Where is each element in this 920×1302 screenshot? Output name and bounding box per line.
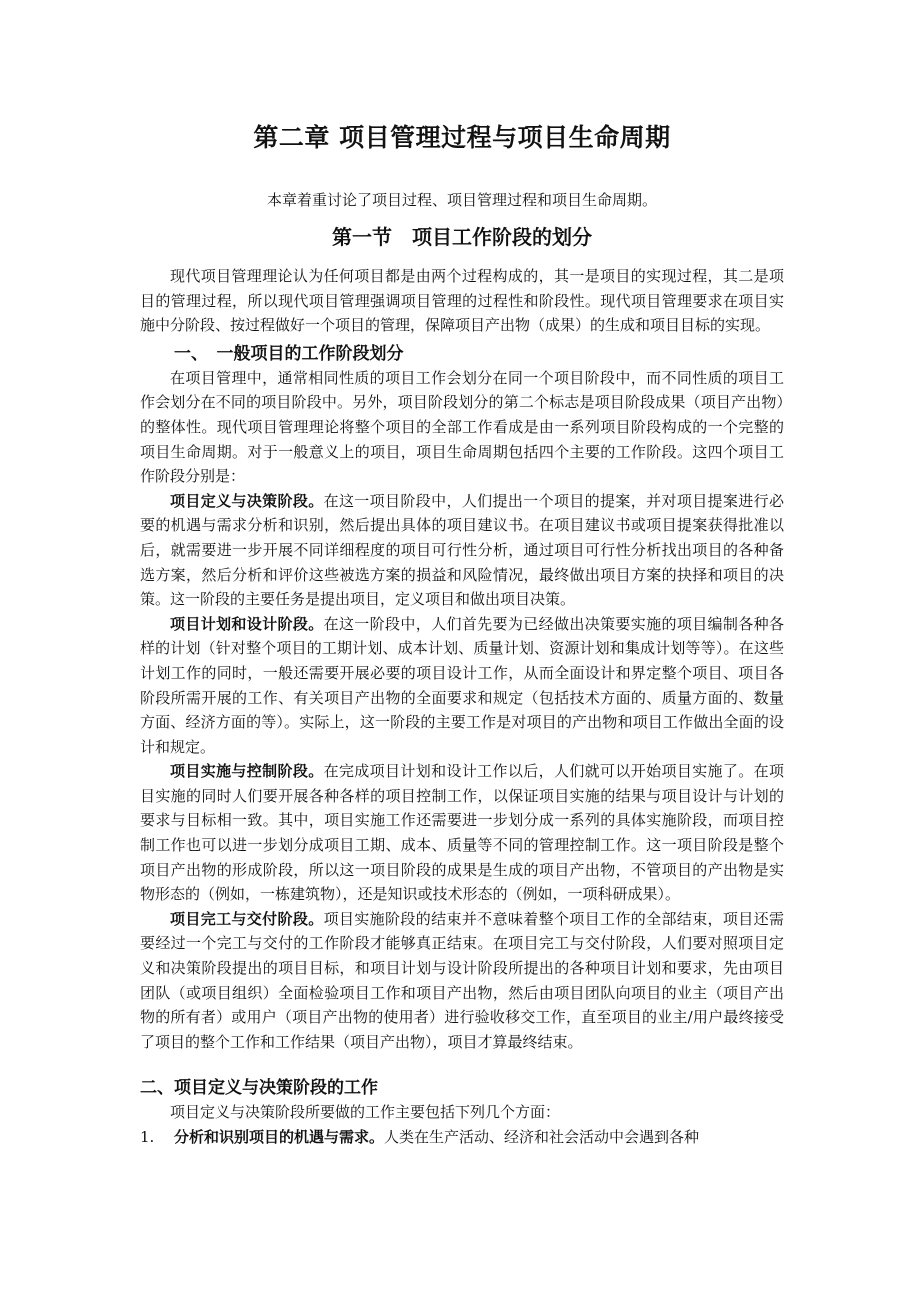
phase-paragraph-planning: [140, 612, 784, 760]
chapter-title: 第二章 项目管理过程与项目生命周期: [253, 123, 671, 152]
item-text: 人类在生产活动、经济和社会活动中会遇到各种: [384, 1128, 700, 1146]
document-body: [140, 118, 784, 1150]
section-intro-paragraph: 现代项目管理理论认为任何项目都是由两个过程构成的，其一是项目的实现过程，其二是项目的管理过程，所以现代项目管理强调项目管理的过程性和阶段性。现代项目管理要求在项目实施中分阶段、按过程做好一个项目的管理，保障项目产出物（成果）的生成和项目目标的实现。: [140, 267, 784, 335]
phase-text: 在这一项目阶段中，人们提出一个项目的提案，并对项目提案进行必要的机遇与需求分析和识别，然后提出具体的项目建议书。在项目建议书或项目提案获得批准以后，就需要进一步开展不同详细程度的项目可行性分析，通过项目可行性分析找出项目的各种备选方案，然后分析和评价这些被选方案的损益和风险情况，最终做出项目方案的抉择和项目的决策。这一阶段的主要任务是提出项目，定义项目和做出项目决策。: [140, 491, 784, 609]
numbered-item-1: [140, 1125, 784, 1150]
phase-title: 项目定义与决策阶段。: [170, 491, 324, 510]
section-heading: 第一节 项目工作阶段的划分: [332, 225, 592, 249]
phase-title: 项目实施与控制阶段。: [170, 762, 324, 781]
chapter-intro: 本章着重讨论了项目过程、项目管理过程和项目生命周期。: [266, 191, 657, 209]
phase-text: 在完成项目计划和设计工作以后，人们就可以开始项目实施了。在项目实施的同时人们要开展各种各样的项目控制工作，以保证项目实施的结果与项目设计与计划的要求与目标相一致。其中，项目实施工作还需要进一步划分成一系列的具体实施阶段，而项目控制工作也可以进一步划分成项目工期、成本、质量等不同的管理控制工作。这一项目阶段是整个项目产出物的形成阶段，所以这一项目阶段的成果是生成的项目产出物，不管项目的产出物是实物形态的（例如，一栋建筑物），还是知识或技术形态的（例如，一项科研成果）。: [140, 762, 784, 904]
subsection-2-paragraph: 项目定义与决策阶段所要做的工作主要包括下列几个方面：: [170, 1103, 561, 1122]
phase-paragraph-closing: [140, 907, 784, 1055]
subsection-heading-2: 二、项目定义与决策阶段的工作: [140, 1078, 378, 1099]
phase-text: 在这一阶段中，人们首先要为已经做出决策要实施的项目编制各种各样的计划（针对整个项目的工期计划、成本计划、质量计划、资源计划和集成计划等等）。在这些计划工作的同时，一般还需要开展必要的项目设计工作，从而全面设计和界定整个项目、项目各阶段所需开展的工作、有关项目产出物的全面要求和规定（包括技术方面的、质量方面的、数量方面、经济方面的等）。实际上，这一阶段的主要工作是对项目的产出物和项目工作做出全面的设计和规定。: [140, 614, 784, 756]
item-title: 分析和识别项目的机遇与需求。: [174, 1128, 385, 1146]
phase-paragraph-execution: [140, 759, 784, 907]
item-number: 1.: [140, 1128, 155, 1146]
subsection-1-paragraph: 在项目管理中，通常相同性质的项目工作会划分在同一个项目阶段中，而不同性质的项目工作会划分在不同的项目阶段中。另外，项目阶段划分的第二个标志是项目阶段成果（项目产出物）的整体性。现代项目管理理论将整个项目的全部工作看成是由一系列项目阶段构成的一个完整的项目生命周期。对于一般意义上的项目，项目生命周期包括四个主要的工作阶段。这四个项目工作阶段分别是：: [140, 368, 784, 486]
phase-paragraph-definition: [140, 489, 784, 612]
phase-title: 项目计划和设计阶段。: [170, 614, 324, 633]
phase-text: 项目实施阶段的结束并不意味着整个项目工作的全部结束，项目还需要经过一个完工与交付的工作阶段才能够真正结束。在项目完工与交付阶段，人们要对照项目定义和决策阶段提出的项目目标，和项目计划与设计阶段所提出的各种项目计划和要求，先由项目团队（或项目组织）全面检验项目工作和项目产出物，然后由项目团队向项目的业主（项目产出物的所有者）或用户（项目产出物的使用者）进行验收移交工作，直至项目的业主/用户最终接受了项目的整个工作和工作结果（项目产出物），项目才算最终结束。: [140, 909, 784, 1051]
phase-title: 项目完工与交付阶段。: [170, 909, 324, 928]
subsection-heading-1: 一、 一般项目的工作阶段划分: [174, 343, 404, 364]
